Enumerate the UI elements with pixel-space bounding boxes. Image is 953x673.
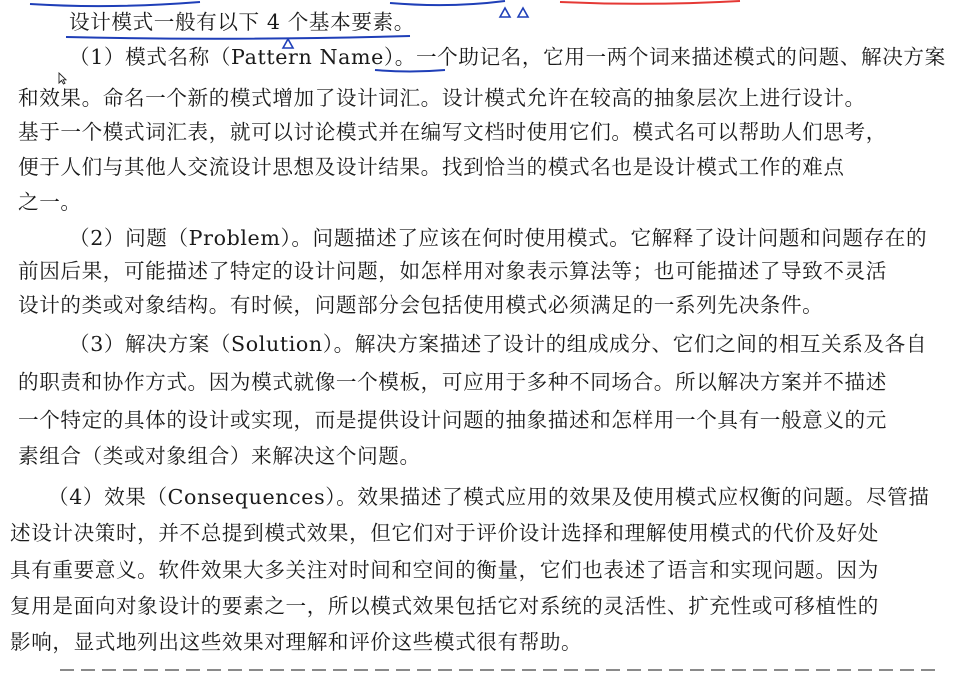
paragraph-line: 述设计决策时，并不总提到模式效果，但它们对于评价设计选择和理解使用模式的代价及好处 (10, 521, 879, 545)
paragraph-line: （4）效果（Consequences）。效果描述了模式应用的效果及使用模式应权衡的问题。尽管描 (48, 485, 930, 509)
cutoff-line-fragment (60, 666, 940, 673)
paragraph-line: 设计的类或对象结构。有时候，问题部分会包括使用模式必须满足的一系列先决条件。 (18, 293, 824, 317)
paragraph-line: 之一。 (18, 190, 82, 214)
paragraph-line: 一个特定的具体的设计或实现，而是提供设计问题的抽象描述和怎样用一个具有一般意义的元 (18, 408, 887, 432)
paragraph-line: 影响，显式地列出这些效果对理解和评价这些模式很有帮助。 (10, 630, 583, 654)
top-blue-stroke (30, 2, 200, 6)
paragraph-line: 的职责和协作方式。因为模式就像一个模板，可应用于多种不同场合。所以解决方案并不描述 (18, 370, 887, 394)
paragraph-line: 基于一个模式词汇表，就可以讨论模式并在编写文档时使用它们。模式名可以帮助人们思考， (18, 120, 887, 144)
paragraph-line: （3）解决方案（Solution）。解决方案描述了设计的组成成分、它们之间的相互关系及各自 (69, 332, 928, 356)
paragraph-line: 素组合（类或对象组合）来解决这个问题。 (18, 444, 421, 468)
paragraph-line: 具有重要意义。软件效果大多关注对时间和空间的衡量，它们也表述了语言和实现问题。因为 (10, 558, 879, 582)
paragraph-line: 前因后果，可能描述了特定的设计问题，如怎样用对象表示算法等；也可能描述了导致不灵活 (18, 259, 887, 283)
paragraph-line: 和效果。命名一个新的模式增加了设计词汇。设计模式允许在较高的抽象层次上进行设计。 (18, 86, 866, 110)
top-red-stroke (560, 1, 740, 4)
triangle-mark-1 (500, 8, 510, 17)
paragraph-line: （2）问题（Problem）。问题描述了应该在何时使用模式。它解释了设计问题和问题存在的 (69, 226, 928, 250)
intro-line: 设计模式一般有以下 4 个基本要素。 (69, 10, 415, 34)
mouse-cursor-icon (58, 72, 67, 85)
triangle-mark-2 (518, 8, 528, 17)
paragraph-line: （1）模式名称（Pattern Name）。一个助记名，它用一两个词来描述模式的问题、解决方案 (69, 45, 946, 69)
paragraph-line: 便于人们与其他人交流设计思想及设计结果。找到恰当的模式名也是设计模式工作的难点 (18, 155, 845, 179)
top-blue-stroke-right (390, 1, 505, 5)
paragraph-line: 复用是面向对象设计的要素之一，所以模式效果包括它对系统的灵活性、扩充性或可移植性的 (10, 594, 879, 618)
